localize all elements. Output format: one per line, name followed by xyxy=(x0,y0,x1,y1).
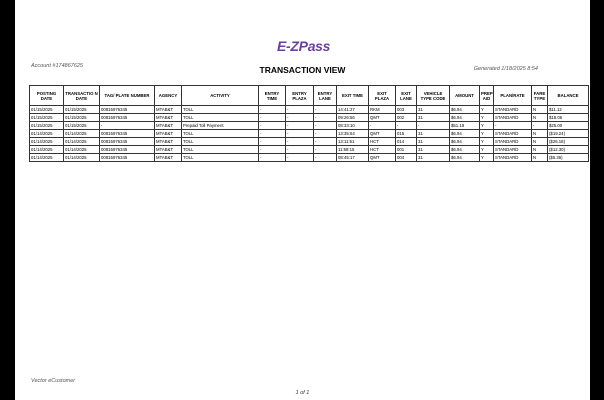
table-cell: QMT xyxy=(369,130,396,138)
table-cell: Y xyxy=(480,154,494,162)
column-header: ENTRY TIME xyxy=(259,86,286,106)
table-cell: TOLL xyxy=(182,130,259,138)
table-cell: Y xyxy=(480,146,494,154)
table-cell: Y xyxy=(480,138,494,146)
table-cell: 11:58:15 xyxy=(337,146,369,154)
table-cell: $6.94 xyxy=(450,106,480,114)
column-header: TAG/ PLATE NUMBER xyxy=(100,86,155,106)
table-header-row xyxy=(30,86,589,106)
table-cell: 01/15/2025 xyxy=(30,122,64,130)
table-cell: Y xyxy=(480,114,494,122)
table-cell: - xyxy=(259,138,286,146)
table-cell: 00815976345 xyxy=(100,130,155,138)
table-cell: 09:26:56 xyxy=(337,114,369,122)
column-header: POSTING DATE xyxy=(30,86,64,106)
table-cell: - xyxy=(286,106,314,114)
table-cell: 01/14/2025 xyxy=(64,138,100,146)
table-cell: 014 xyxy=(396,138,417,146)
table-cell: MTAB&T xyxy=(155,122,182,130)
table-cell: N xyxy=(532,130,548,138)
table-cell: $6.94 xyxy=(450,130,480,138)
table-cell: - xyxy=(259,114,286,122)
table-cell: - xyxy=(494,122,532,130)
column-header: ENTRY PLAZA xyxy=(286,86,314,106)
table-cell: ($19.24) xyxy=(548,130,589,138)
table-cell: STANDARD xyxy=(494,130,532,138)
column-header: BALANCE xyxy=(548,86,589,106)
table-cell: TOLL xyxy=(182,146,259,154)
table-cell: - xyxy=(314,146,337,154)
table-cell: TOLL xyxy=(182,106,259,114)
table-cell: 00815976345 xyxy=(100,114,155,122)
table-cell: 002 xyxy=(396,114,417,122)
table-cell: N xyxy=(532,138,548,146)
table-cell: $6.94 xyxy=(450,146,480,154)
table-cell: 00815976345 xyxy=(100,146,155,154)
table-cell: - xyxy=(396,122,417,130)
table-cell: - xyxy=(100,122,155,130)
table-row xyxy=(30,146,589,154)
table-cell: HCT xyxy=(369,146,396,154)
table-cell: STANDARD xyxy=(494,114,532,122)
table-cell: 01/14/2025 xyxy=(64,130,100,138)
table-cell: - xyxy=(286,114,314,122)
column-header: PREP AID xyxy=(480,86,494,106)
column-header: EXIT LANE xyxy=(396,86,417,106)
table-cell: 00815976345 xyxy=(100,106,155,114)
table-cell: TOLL xyxy=(182,114,259,122)
table-cell: - xyxy=(259,130,286,138)
column-header: PLAN/RATE xyxy=(494,86,532,106)
table-cell: - xyxy=(259,106,286,114)
table-cell: 01/15/2025 xyxy=(64,114,100,122)
table-cell: - xyxy=(259,146,286,154)
table-cell: N xyxy=(532,106,548,114)
transaction-table xyxy=(29,85,589,162)
table-cell: $6.94 xyxy=(450,138,480,146)
table-cell: MTAB&T xyxy=(155,138,182,146)
table-cell: - xyxy=(286,138,314,146)
table-cell: 015 xyxy=(396,130,417,138)
table-row xyxy=(30,154,589,162)
table-row xyxy=(30,114,589,122)
table-cell: 14:41:27 xyxy=(337,106,369,114)
table-cell: - xyxy=(286,122,314,130)
table-cell: QMT xyxy=(369,154,396,162)
table-cell: MTAB&T xyxy=(155,154,182,162)
table-cell: $25.00 xyxy=(548,122,589,130)
table-cell: 31 xyxy=(417,114,450,122)
page-title: TRANSACTION VIEW xyxy=(259,65,346,75)
table-cell: - xyxy=(417,122,450,130)
table-cell: - xyxy=(286,146,314,154)
column-header: VEHICLE TYPE CODE xyxy=(417,86,450,106)
table-cell: 08:45:17 xyxy=(337,154,369,162)
table-cell: 003 xyxy=(396,106,417,114)
table-cell: 31 xyxy=(417,138,450,146)
table-cell: MTAB&T xyxy=(155,146,182,154)
generated-timestamp: Generated 1/18/2025 8:54 xyxy=(473,66,538,72)
table-cell: 31 xyxy=(417,130,450,138)
table-cell: 01/15/2025 xyxy=(64,122,100,130)
table-cell: 31 xyxy=(417,106,450,114)
table-cell: ($12.30) xyxy=(548,146,589,154)
table-cell: 08:33:10 xyxy=(337,122,369,130)
table-cell: $11.12 xyxy=(548,106,589,114)
table-cell: $6.94 xyxy=(450,114,480,122)
table-cell: $6.94 xyxy=(450,154,480,162)
table-cell: 13:35:54 xyxy=(337,130,369,138)
footer-vendor: Vector eCustomer xyxy=(31,378,76,384)
table-cell: $51.18 xyxy=(450,122,480,130)
table-cell: - xyxy=(259,154,286,162)
table-cell: STANDARD xyxy=(494,106,532,114)
table-cell: ($5.36) xyxy=(548,154,589,162)
table-cell: 001 xyxy=(396,146,417,154)
table-cell: - xyxy=(314,154,337,162)
table-cell: TOLL xyxy=(182,154,259,162)
table-cell: STANDARD xyxy=(494,154,532,162)
column-header: EXIT TIME xyxy=(337,86,369,106)
table-cell: TOLL xyxy=(182,138,259,146)
table-cell: $18.06 xyxy=(548,114,589,122)
table-cell: 01/14/2025 xyxy=(64,154,100,162)
table-cell: - xyxy=(314,122,337,130)
table-cell: STANDARD xyxy=(494,146,532,154)
table-cell: QMT xyxy=(369,114,396,122)
table-cell: - xyxy=(286,154,314,162)
table-row xyxy=(30,138,589,146)
table-cell: 00815976345 xyxy=(100,138,155,146)
table-cell: - xyxy=(532,122,548,130)
column-header: TRANSACTIO N DATE xyxy=(64,86,100,106)
table-cell: Prepaid Toll Payment xyxy=(182,122,259,130)
table-cell: N xyxy=(532,114,548,122)
column-header: ENTRY LANE xyxy=(314,86,337,106)
page-number: 1 of 1 xyxy=(295,390,310,396)
table-cell: N xyxy=(532,146,548,154)
document-page xyxy=(15,0,590,400)
table-cell: 01/14/2025 xyxy=(30,154,64,162)
table-cell: - xyxy=(314,114,337,122)
table-cell: 31 xyxy=(417,146,450,154)
table-cell: MTAB&T xyxy=(155,130,182,138)
table-cell: 31 xyxy=(417,154,450,162)
table-cell: - xyxy=(314,106,337,114)
table-cell: 13:11:51 xyxy=(337,138,369,146)
table-cell: 004 xyxy=(396,154,417,162)
table-cell: 01/15/2025 xyxy=(30,114,64,122)
column-header: EXIT PLAZA xyxy=(369,86,396,106)
table-cell: Y xyxy=(480,130,494,138)
table-row xyxy=(30,106,589,114)
table-cell: 01/14/2025 xyxy=(30,130,64,138)
table-cell: MTAB&T xyxy=(155,106,182,114)
column-header: AGENCY xyxy=(155,86,182,106)
table-cell: 01/14/2025 xyxy=(30,146,64,154)
table-row xyxy=(30,130,589,138)
column-header: FARE TYPE xyxy=(532,86,548,106)
table-cell: 01/15/2025 xyxy=(30,106,64,114)
table-cell: - xyxy=(286,130,314,138)
table-cell: 01/14/2025 xyxy=(30,138,64,146)
table-cell: HCT xyxy=(369,138,396,146)
table-cell: - xyxy=(259,122,286,130)
table-row xyxy=(30,122,589,130)
table-cell: RKM xyxy=(369,106,396,114)
table-cell: N xyxy=(532,154,548,162)
table-cell: MTAB&T xyxy=(155,114,182,122)
ezpass-logo: E-ZPass xyxy=(277,38,331,54)
table-cell: 00815976345 xyxy=(100,154,155,162)
column-header: AMOUNT xyxy=(450,86,480,106)
table-cell: - xyxy=(314,138,337,146)
table-cell: - xyxy=(314,130,337,138)
account-number: Account #174867625 xyxy=(31,63,83,69)
table-cell: Y xyxy=(480,122,494,130)
table-cell: 01/15/2025 xyxy=(64,106,100,114)
table-cell: 01/14/2025 xyxy=(64,146,100,154)
table-cell: - xyxy=(369,122,396,130)
table-cell: ($26.18) xyxy=(548,138,589,146)
table-cell: Y xyxy=(480,106,494,114)
column-header: ACTIVITY xyxy=(182,86,259,106)
table-body xyxy=(30,106,589,162)
table-cell: STANDARD xyxy=(494,138,532,146)
